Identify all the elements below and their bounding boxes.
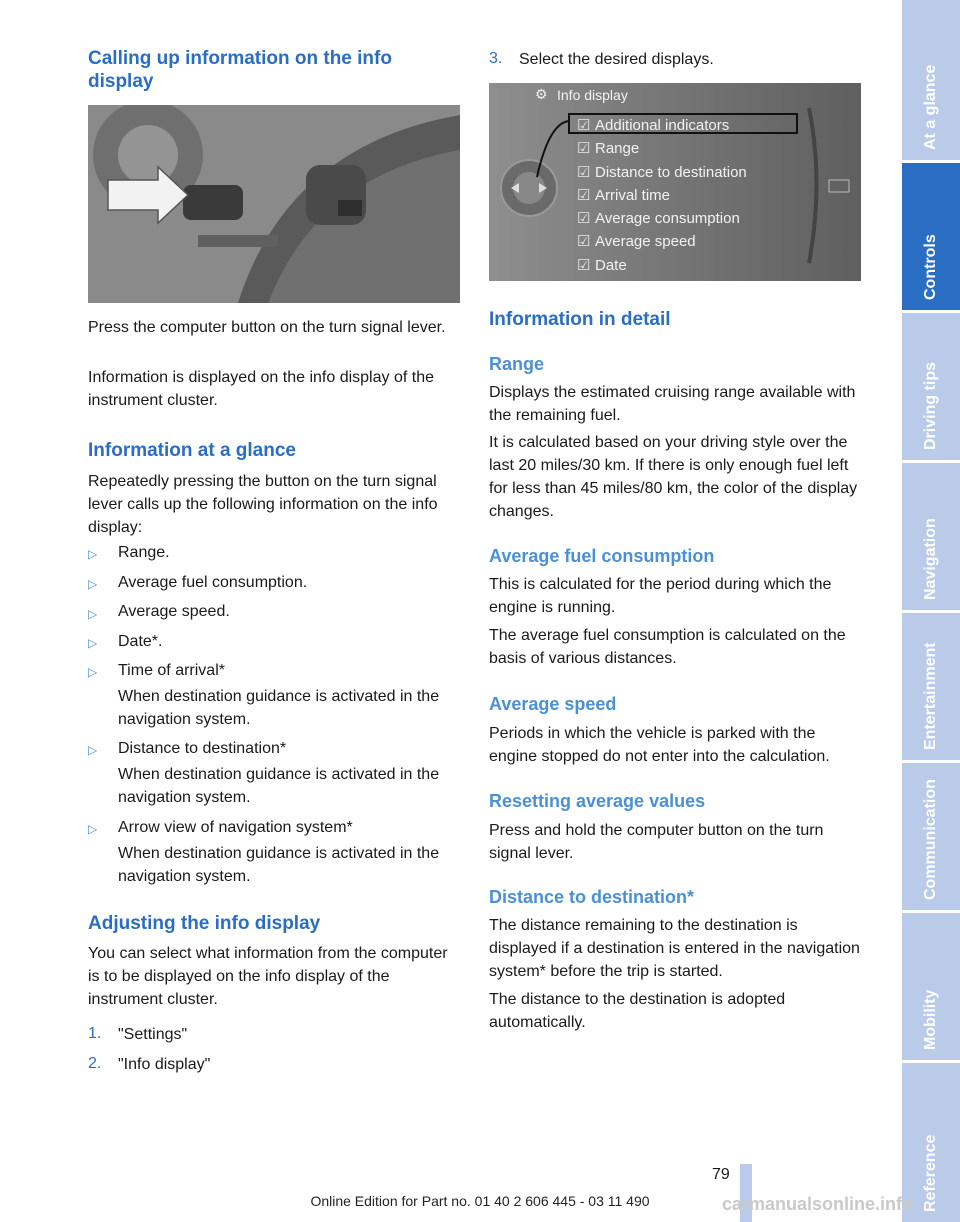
checkmark-icon: ☑ (577, 257, 591, 274)
checkmark-icon: ☑ (577, 140, 591, 157)
tab-at-a-glance[interactable]: At a glance (902, 0, 960, 160)
adjusting-intro: You can select what information from the computer is to be displayed on the info display of the instrument cluster. (88, 945, 448, 1008)
subsection-title-fuel: Average fuel consumption (489, 546, 715, 566)
menu-item[interactable]: ☑ Additional indicators (577, 117, 730, 134)
list-item-note: When destination guidance is activated in the navigation system. (118, 845, 440, 885)
step-text: "Info display" (118, 1056, 211, 1073)
subsection-title-range: Range (489, 354, 545, 374)
photo-caption: Press the computer button on the turn signal lever. (88, 319, 446, 336)
bullet-triangle-icon: ▷ (88, 547, 98, 561)
info-glance-intro: Repeatedly pressing the button on the turn signal lever calls up the following information on the info display: (88, 473, 438, 536)
speed-paragraph: Periods in which the vehicle is parked with the engine stopped do not enter into the calculation. (489, 725, 830, 765)
checkmark-icon: ☑ (577, 233, 591, 250)
list-item-note: When destination guidance is activated in the navigation system. (118, 688, 440, 728)
info-display-screen (489, 83, 861, 281)
section-title-adjusting: Adjusting the info display (88, 913, 321, 934)
checkmark-icon: ☑ (577, 164, 591, 181)
section-title-info-glance: Information at a glance (88, 440, 296, 461)
list-item: Range. (118, 544, 170, 561)
range-paragraph: It is calculated based on your driving style over the last 20 miles/30 km. If there is only enough fuel left for less than 45 miles/80 km, the color of the display changes. (489, 434, 858, 520)
step-text: Select the desired displays. (519, 51, 714, 68)
list-item: Date*. (118, 633, 163, 650)
tab-entertainment[interactable]: Entertainment (902, 613, 960, 760)
info-paragraph: Information is displayed on the info display of the instrument cluster. (88, 369, 434, 409)
step-number: 3. (489, 50, 503, 67)
tab-communication[interactable]: Communication (902, 763, 960, 910)
turn-signal-lever-photo (88, 105, 460, 303)
menu-item[interactable]: ☑ Average consumption (577, 210, 740, 227)
fuel-paragraph: This is calculated for the period during which the engine is running. (489, 576, 832, 616)
bullet-triangle-icon: ▷ (88, 665, 98, 679)
tab-driving-tips[interactable]: Driving tips (902, 313, 960, 460)
step-text: "Settings" (118, 1026, 188, 1043)
menu-item[interactable]: ☑ Arrival time (577, 187, 671, 204)
range-paragraph: Displays the estimated cruising range available with the remaining fuel. (489, 384, 856, 424)
bullet-triangle-icon: ▷ (88, 743, 98, 757)
reset-paragraph: Press and hold the computer button on the turn signal lever. (489, 822, 824, 862)
screen-title: Info display (557, 87, 628, 103)
list-item-note: When destination guidance is activated in the navigation system. (118, 766, 440, 806)
list-item: Average speed. (118, 603, 230, 620)
menu-item[interactable]: ☑ Date (577, 257, 627, 274)
section-title-calling-up: Calling up information on the info display (88, 48, 392, 92)
subsection-title-speed: Average speed (489, 694, 617, 714)
subsection-title-distance: Distance to destination* (489, 887, 695, 907)
list-item: Distance to destination* (118, 740, 287, 757)
checkmark-icon: ☑ (577, 210, 591, 227)
page-number: 79 (712, 1166, 730, 1183)
gear-icon: ⚙ (535, 86, 548, 102)
watermark: carmanualsonline.info (722, 1194, 914, 1214)
list-item: Arrow view of navigation system* (118, 819, 353, 836)
tab-reference[interactable]: Reference (902, 1063, 960, 1222)
menu-item[interactable]: ☑ Distance to destination (577, 164, 747, 181)
menu-item[interactable]: ☑ Average speed (577, 233, 696, 250)
bullet-triangle-icon: ▷ (88, 607, 98, 621)
footer-text: Online Edition for Part no. 01 40 2 606 445 - 03 11 490 (310, 1193, 650, 1209)
distance-paragraph: The distance remaining to the destination is displayed if a destination is entered in the navigation system* before the trip is started. (489, 917, 860, 980)
tab-mobility[interactable]: Mobility (902, 913, 960, 1060)
section-title-detail: Information in detail (489, 309, 671, 330)
step-number: 2. (88, 1055, 102, 1072)
menu-item[interactable]: ☑ Range (577, 140, 640, 157)
subsection-title-reset: Resetting average values (489, 791, 706, 811)
list-item: Time of arrival* (118, 662, 225, 679)
bullet-triangle-icon: ▷ (88, 636, 98, 650)
distance-paragraph: The distance to the destination is adopted automatically. (489, 991, 786, 1031)
step-number: 1. (88, 1025, 102, 1042)
checkmark-icon: ☑ (577, 187, 591, 204)
fuel-paragraph: The average fuel consumption is calculated on the basis of various distances. (489, 627, 846, 667)
list-item: Average fuel consumption. (118, 574, 308, 591)
bullet-triangle-icon: ▷ (88, 577, 98, 591)
tab-navigation[interactable]: Navigation (902, 463, 960, 610)
bullet-triangle-icon: ▷ (88, 822, 98, 836)
tab-controls[interactable]: Controls (902, 163, 960, 310)
checkmark-icon: ☑ (577, 117, 591, 134)
